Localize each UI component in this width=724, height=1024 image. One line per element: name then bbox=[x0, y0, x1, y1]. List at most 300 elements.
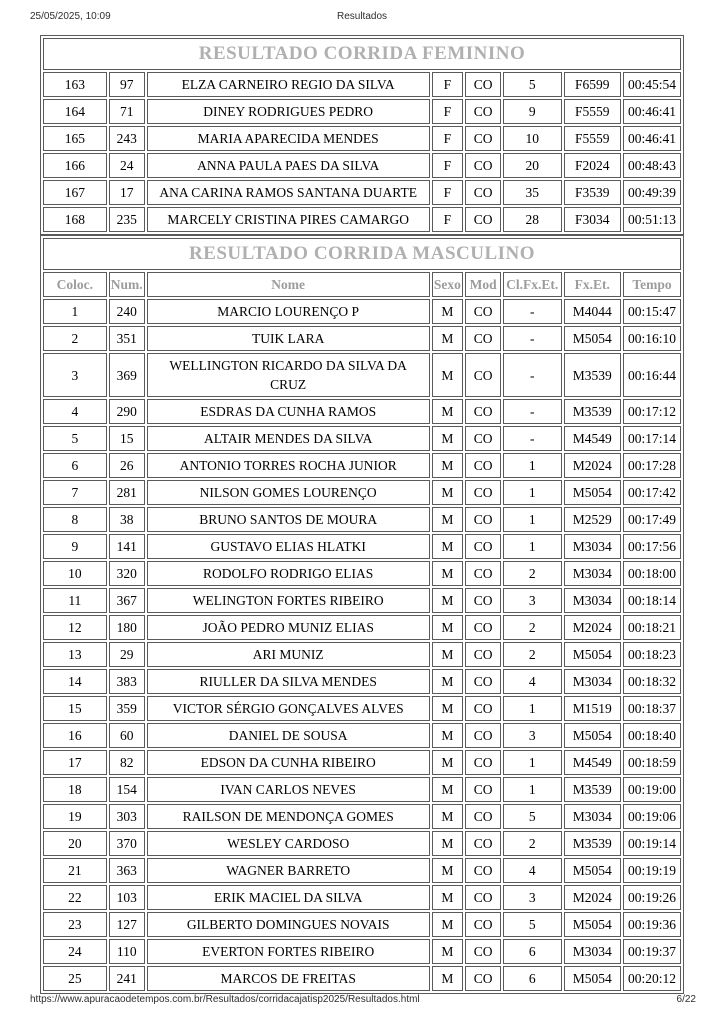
table-cell: 20 bbox=[503, 153, 562, 178]
table-cell: 5 bbox=[503, 72, 562, 97]
column-header: Num. bbox=[109, 272, 145, 297]
table-cell: 1 bbox=[503, 534, 562, 559]
section-title-masculino: RESULTADO CORRIDA MASCULINO bbox=[43, 238, 681, 270]
table-cell: M3539 bbox=[564, 399, 621, 424]
table-cell: CO bbox=[465, 426, 501, 451]
table-cell: M4549 bbox=[564, 750, 621, 775]
table-cell: 00:19:26 bbox=[623, 885, 681, 910]
table-cell: 00:17:14 bbox=[623, 426, 681, 451]
table-cell: 363 bbox=[109, 858, 145, 883]
table-cell: 5 bbox=[43, 426, 107, 451]
table-cell: CO bbox=[465, 588, 501, 613]
table-cell: M3539 bbox=[564, 831, 621, 856]
table-cell: M4549 bbox=[564, 426, 621, 451]
table-cell: WELLINGTON RICARDO DA SILVA DA CRUZ bbox=[147, 353, 430, 397]
table-cell: 16 bbox=[43, 723, 107, 748]
table-cell: 7 bbox=[43, 480, 107, 505]
table-cell: 6 bbox=[503, 966, 562, 991]
table-cell: - bbox=[503, 299, 562, 324]
table-cell: M bbox=[432, 299, 464, 324]
column-header: Sexo bbox=[432, 272, 464, 297]
table-row bbox=[43, 912, 681, 937]
column-header: Fx.Et. bbox=[564, 272, 621, 297]
table-row bbox=[43, 777, 681, 802]
table-cell: ESDRAS DA CUNHA RAMOS bbox=[147, 399, 430, 424]
table-cell: 2 bbox=[503, 615, 562, 640]
column-header: Coloc. bbox=[43, 272, 107, 297]
table-cell: M2529 bbox=[564, 507, 621, 532]
table-row bbox=[43, 588, 681, 613]
table-cell: M bbox=[432, 804, 464, 829]
table-cell: M3034 bbox=[564, 804, 621, 829]
table-cell: M5054 bbox=[564, 858, 621, 883]
table-cell: DINEY RODRIGUES PEDRO bbox=[147, 99, 430, 124]
table-cell: VICTOR SÉRGIO GONÇALVES ALVES bbox=[147, 696, 430, 721]
table-cell: M bbox=[432, 966, 464, 991]
table-cell: CO bbox=[465, 207, 501, 232]
table-cell: 00:19:19 bbox=[623, 858, 681, 883]
results-table-masculino bbox=[40, 235, 684, 994]
table-cell: CO bbox=[465, 453, 501, 478]
table-cell: 1 bbox=[503, 507, 562, 532]
table-cell: 235 bbox=[109, 207, 145, 232]
table-cell: CO bbox=[465, 858, 501, 883]
table-cell: M bbox=[432, 642, 464, 667]
table-cell: CO bbox=[465, 353, 501, 397]
table-cell: 00:18:59 bbox=[623, 750, 681, 775]
table-cell: 00:19:36 bbox=[623, 912, 681, 937]
table-cell: RODOLFO RODRIGO ELIAS bbox=[147, 561, 430, 586]
table-cell: CO bbox=[465, 153, 501, 178]
table-cell: 165 bbox=[43, 126, 107, 151]
table-cell: 00:19:14 bbox=[623, 831, 681, 856]
table-cell: 97 bbox=[109, 72, 145, 97]
table-cell: 241 bbox=[109, 966, 145, 991]
table-cell: 00:19:00 bbox=[623, 777, 681, 802]
table-row bbox=[43, 561, 681, 586]
table-cell: 243 bbox=[109, 126, 145, 151]
table-cell: CO bbox=[465, 723, 501, 748]
table-cell: M bbox=[432, 669, 464, 694]
table-cell: 1 bbox=[503, 480, 562, 505]
table-cell: ANNA PAULA PAES DA SILVA bbox=[147, 153, 430, 178]
table-row bbox=[43, 72, 681, 97]
table-cell: 24 bbox=[109, 153, 145, 178]
table-cell: 9 bbox=[503, 99, 562, 124]
table-cell: CO bbox=[465, 326, 501, 351]
table-cell: 13 bbox=[43, 642, 107, 667]
table-cell: 00:18:37 bbox=[623, 696, 681, 721]
table-cell: 1 bbox=[43, 299, 107, 324]
table-cell: 2 bbox=[503, 642, 562, 667]
print-datetime: 25/05/2025, 10:09 bbox=[30, 11, 111, 22]
table-cell: M5054 bbox=[564, 912, 621, 937]
table-row bbox=[43, 126, 681, 151]
table-row bbox=[43, 966, 681, 991]
table-cell: IVAN CARLOS NEVES bbox=[147, 777, 430, 802]
table-cell: 5 bbox=[503, 804, 562, 829]
table-cell: M bbox=[432, 777, 464, 802]
table-cell: M bbox=[432, 696, 464, 721]
table-row bbox=[43, 669, 681, 694]
table-cell: JOÃO PEDRO MUNIZ ELIAS bbox=[147, 615, 430, 640]
table-cell: CO bbox=[465, 750, 501, 775]
table-cell: 00:16:44 bbox=[623, 353, 681, 397]
table-row bbox=[43, 750, 681, 775]
table-cell: 00:48:43 bbox=[623, 153, 681, 178]
table-row bbox=[43, 723, 681, 748]
table-cell: 82 bbox=[109, 750, 145, 775]
section-title-row bbox=[43, 238, 681, 270]
table-cell: M2024 bbox=[564, 453, 621, 478]
table-cell: RAILSON DE MENDONÇA GOMES bbox=[147, 804, 430, 829]
table-cell: M3539 bbox=[564, 777, 621, 802]
table-cell: MARCOS DE FREITAS bbox=[147, 966, 430, 991]
table-cell: 38 bbox=[109, 507, 145, 532]
table-cell: 71 bbox=[109, 99, 145, 124]
table-cell: M bbox=[432, 831, 464, 856]
table-row bbox=[43, 399, 681, 424]
table-cell: M2024 bbox=[564, 885, 621, 910]
table-cell: F bbox=[432, 126, 464, 151]
table-cell: - bbox=[503, 326, 562, 351]
table-cell: MARIA APARECIDA MENDES bbox=[147, 126, 430, 151]
table-cell: 00:16:10 bbox=[623, 326, 681, 351]
table-cell: 00:18:32 bbox=[623, 669, 681, 694]
table-cell: 22 bbox=[43, 885, 107, 910]
table-cell: CO bbox=[465, 912, 501, 937]
results-table-feminino bbox=[40, 35, 684, 235]
table-cell: ARI MUNIZ bbox=[147, 642, 430, 667]
table-row bbox=[43, 858, 681, 883]
table-cell: EVERTON FORTES RIBEIRO bbox=[147, 939, 430, 964]
table-cell: 19 bbox=[43, 804, 107, 829]
table-cell: M bbox=[432, 561, 464, 586]
table-cell: 00:46:41 bbox=[623, 99, 681, 124]
table-cell: 3 bbox=[503, 885, 562, 910]
table-cell: 00:18:40 bbox=[623, 723, 681, 748]
table-cell: 3 bbox=[43, 353, 107, 397]
table-cell: M3034 bbox=[564, 939, 621, 964]
table-cell: 00:51:13 bbox=[623, 207, 681, 232]
table-row bbox=[43, 480, 681, 505]
table-cell: - bbox=[503, 399, 562, 424]
table-cell: M bbox=[432, 912, 464, 937]
table-row bbox=[43, 642, 681, 667]
table-cell: 168 bbox=[43, 207, 107, 232]
table-cell: M5054 bbox=[564, 723, 621, 748]
table-cell: BRUNO SANTOS DE MOURA bbox=[147, 507, 430, 532]
section-title-row bbox=[43, 38, 681, 70]
table-cell: CO bbox=[465, 777, 501, 802]
table-row bbox=[43, 326, 681, 351]
table-cell: M3034 bbox=[564, 588, 621, 613]
table-cell: WESLEY CARDOSO bbox=[147, 831, 430, 856]
table-cell: F5559 bbox=[564, 126, 621, 151]
table-cell: 4 bbox=[503, 858, 562, 883]
table-cell: 00:17:49 bbox=[623, 507, 681, 532]
table-cell: 5 bbox=[503, 912, 562, 937]
table-row bbox=[43, 353, 681, 397]
table-cell: 21 bbox=[43, 858, 107, 883]
table-cell: CO bbox=[465, 696, 501, 721]
table-cell: 6 bbox=[43, 453, 107, 478]
table-cell: F bbox=[432, 207, 464, 232]
table-cell: 4 bbox=[503, 669, 562, 694]
table-cell: M bbox=[432, 426, 464, 451]
table-cell: WELINGTON FORTES RIBEIRO bbox=[147, 588, 430, 613]
table-cell: 1 bbox=[503, 750, 562, 775]
table-cell: M3034 bbox=[564, 534, 621, 559]
table-cell: M bbox=[432, 615, 464, 640]
table-cell: 1 bbox=[503, 777, 562, 802]
table-cell: 2 bbox=[503, 561, 562, 586]
table-cell: 166 bbox=[43, 153, 107, 178]
table-cell: ERIK MACIEL DA SILVA bbox=[147, 885, 430, 910]
table-cell: CO bbox=[465, 615, 501, 640]
table-cell: M1519 bbox=[564, 696, 621, 721]
table-cell: M bbox=[432, 326, 464, 351]
table-cell: M3034 bbox=[564, 669, 621, 694]
table-cell: 163 bbox=[43, 72, 107, 97]
table-cell: 00:18:00 bbox=[623, 561, 681, 586]
table-row bbox=[43, 207, 681, 232]
table-cell: F bbox=[432, 180, 464, 205]
table-cell: 29 bbox=[109, 642, 145, 667]
column-header: Tempo bbox=[623, 272, 681, 297]
table-cell: M bbox=[432, 588, 464, 613]
table-cell: 00:49:39 bbox=[623, 180, 681, 205]
table-cell: M3034 bbox=[564, 561, 621, 586]
table-cell: GUSTAVO ELIAS HLATKI bbox=[147, 534, 430, 559]
page-number: 6/22 bbox=[676, 994, 696, 1005]
column-header: Nome bbox=[147, 272, 430, 297]
table-cell: 00:18:21 bbox=[623, 615, 681, 640]
table-cell: ALTAIR MENDES DA SILVA bbox=[147, 426, 430, 451]
table-cell: F3034 bbox=[564, 207, 621, 232]
table-cell: 11 bbox=[43, 588, 107, 613]
source-url: https://www.apuracaodetempos.com.br/Resultados/corridacajatisp2025/Resultados.html bbox=[30, 994, 420, 1005]
table-cell: 167 bbox=[43, 180, 107, 205]
table-cell: 20 bbox=[43, 831, 107, 856]
table-cell: 240 bbox=[109, 299, 145, 324]
table-cell: ANA CARINA RAMOS SANTANA DUARTE bbox=[147, 180, 430, 205]
table-cell: 320 bbox=[109, 561, 145, 586]
table-cell: M bbox=[432, 885, 464, 910]
table-cell: M3539 bbox=[564, 353, 621, 397]
table-cell: M bbox=[432, 858, 464, 883]
table-cell: 00:18:23 bbox=[623, 642, 681, 667]
table-cell: 8 bbox=[43, 507, 107, 532]
table-cell: 2 bbox=[43, 326, 107, 351]
table-cell: 383 bbox=[109, 669, 145, 694]
table-cell: 00:17:56 bbox=[623, 534, 681, 559]
table-cell: M bbox=[432, 353, 464, 397]
table-cell: GILBERTO DOMINGUES NOVAIS bbox=[147, 912, 430, 937]
table-row bbox=[43, 453, 681, 478]
table-cell: - bbox=[503, 426, 562, 451]
table-cell: MARCELY CRISTINA PIRES CAMARGO bbox=[147, 207, 430, 232]
table-row bbox=[43, 534, 681, 559]
table-cell: CO bbox=[465, 99, 501, 124]
table-cell: EDSON DA CUNHA RIBEIRO bbox=[147, 750, 430, 775]
table-cell: F6599 bbox=[564, 72, 621, 97]
table-cell: 127 bbox=[109, 912, 145, 937]
table-cell: M5054 bbox=[564, 480, 621, 505]
table-cell: M4044 bbox=[564, 299, 621, 324]
page-title: Resultados bbox=[336, 11, 388, 22]
table-cell: DANIEL DE SOUSA bbox=[147, 723, 430, 748]
section-title-feminino: RESULTADO CORRIDA FEMININO bbox=[43, 38, 681, 70]
table-cell: M bbox=[432, 723, 464, 748]
table-cell: 290 bbox=[109, 399, 145, 424]
table-row bbox=[43, 615, 681, 640]
table-cell: 15 bbox=[43, 696, 107, 721]
table-cell: 00:45:54 bbox=[623, 72, 681, 97]
table-row bbox=[43, 426, 681, 451]
table-cell: MARCIO LOURENÇO P bbox=[147, 299, 430, 324]
table-cell: 00:19:37 bbox=[623, 939, 681, 964]
table-cell: 9 bbox=[43, 534, 107, 559]
table-cell: WAGNER BARRETO bbox=[147, 858, 430, 883]
table-cell: CO bbox=[465, 399, 501, 424]
table-row bbox=[43, 696, 681, 721]
table-cell: M5054 bbox=[564, 326, 621, 351]
table-cell: 4 bbox=[43, 399, 107, 424]
table-cell: M bbox=[432, 750, 464, 775]
table-cell: 17 bbox=[109, 180, 145, 205]
table-row bbox=[43, 99, 681, 124]
table-cell: CO bbox=[465, 831, 501, 856]
table-cell: F bbox=[432, 153, 464, 178]
table-cell: CO bbox=[465, 507, 501, 532]
table-cell: M bbox=[432, 507, 464, 532]
table-cell: 3 bbox=[503, 723, 562, 748]
table-cell: 370 bbox=[109, 831, 145, 856]
table-cell: 180 bbox=[109, 615, 145, 640]
table-cell: CO bbox=[465, 939, 501, 964]
table-cell: 141 bbox=[109, 534, 145, 559]
print-page-header bbox=[30, 11, 694, 25]
table-cell: 14 bbox=[43, 669, 107, 694]
table-cell: 6 bbox=[503, 939, 562, 964]
table-row bbox=[43, 831, 681, 856]
table-cell: F bbox=[432, 99, 464, 124]
table-cell: ANTONIO TORRES ROCHA JUNIOR bbox=[147, 453, 430, 478]
table-cell: - bbox=[503, 353, 562, 397]
table-cell: ELZA CARNEIRO REGIO DA SILVA bbox=[147, 72, 430, 97]
table-cell: 18 bbox=[43, 777, 107, 802]
table-cell: 15 bbox=[109, 426, 145, 451]
table-cell: 00:46:41 bbox=[623, 126, 681, 151]
table-cell: M2024 bbox=[564, 615, 621, 640]
table-cell: 60 bbox=[109, 723, 145, 748]
table-cell: 164 bbox=[43, 99, 107, 124]
table-cell: M5054 bbox=[564, 642, 621, 667]
table-row bbox=[43, 507, 681, 532]
table-cell: CO bbox=[465, 180, 501, 205]
table-cell: 25 bbox=[43, 966, 107, 991]
table-cell: 00:15:47 bbox=[623, 299, 681, 324]
table-cell: 110 bbox=[109, 939, 145, 964]
table-cell: M bbox=[432, 939, 464, 964]
table-cell: 23 bbox=[43, 912, 107, 937]
table-cell: M bbox=[432, 453, 464, 478]
table-cell: 369 bbox=[109, 353, 145, 397]
table-cell: 154 bbox=[109, 777, 145, 802]
table-cell: 00:20:12 bbox=[623, 966, 681, 991]
table-cell: 00:18:14 bbox=[623, 588, 681, 613]
table-cell: CO bbox=[465, 966, 501, 991]
table-cell: 35 bbox=[503, 180, 562, 205]
table-cell: M bbox=[432, 399, 464, 424]
table-row bbox=[43, 180, 681, 205]
table-cell: CO bbox=[465, 534, 501, 559]
table-cell: 281 bbox=[109, 480, 145, 505]
table-cell: CO bbox=[465, 126, 501, 151]
column-header: Cl.Fx.Et. bbox=[503, 272, 562, 297]
table-cell: M5054 bbox=[564, 966, 621, 991]
table-row bbox=[43, 939, 681, 964]
table-row bbox=[43, 804, 681, 829]
table-cell: CO bbox=[465, 885, 501, 910]
column-header-row bbox=[43, 272, 681, 297]
table-cell: 24 bbox=[43, 939, 107, 964]
table-row bbox=[43, 299, 681, 324]
table-cell: RIULLER DA SILVA MENDES bbox=[147, 669, 430, 694]
table-cell: 00:17:42 bbox=[623, 480, 681, 505]
table-cell: M bbox=[432, 534, 464, 559]
table-cell: F5559 bbox=[564, 99, 621, 124]
table-cell: 367 bbox=[109, 588, 145, 613]
table-cell: 303 bbox=[109, 804, 145, 829]
table-cell: TUIK LARA bbox=[147, 326, 430, 351]
print-page-footer bbox=[30, 994, 696, 1008]
table-cell: NILSON GOMES LOURENÇO bbox=[147, 480, 430, 505]
table-cell: CO bbox=[465, 561, 501, 586]
table-cell: CO bbox=[465, 72, 501, 97]
table-cell: CO bbox=[465, 669, 501, 694]
table-cell: 00:17:28 bbox=[623, 453, 681, 478]
table-cell: CO bbox=[465, 299, 501, 324]
table-cell: 10 bbox=[503, 126, 562, 151]
table-cell: 2 bbox=[503, 831, 562, 856]
table-cell: 10 bbox=[43, 561, 107, 586]
table-cell: F2024 bbox=[564, 153, 621, 178]
table-cell: CO bbox=[465, 804, 501, 829]
table-cell: 1 bbox=[503, 696, 562, 721]
table-cell: 12 bbox=[43, 615, 107, 640]
table-cell: CO bbox=[465, 480, 501, 505]
table-cell: CO bbox=[465, 642, 501, 667]
table-cell: 3 bbox=[503, 588, 562, 613]
table-cell: 26 bbox=[109, 453, 145, 478]
table-cell: F bbox=[432, 72, 464, 97]
results-area bbox=[40, 35, 684, 994]
table-cell: 00:19:06 bbox=[623, 804, 681, 829]
table-row bbox=[43, 153, 681, 178]
table-cell: M bbox=[432, 480, 464, 505]
column-header: Mod bbox=[465, 272, 501, 297]
table-cell: 351 bbox=[109, 326, 145, 351]
table-cell: 1 bbox=[503, 453, 562, 478]
table-cell: 359 bbox=[109, 696, 145, 721]
table-cell: 17 bbox=[43, 750, 107, 775]
table-cell: 00:17:12 bbox=[623, 399, 681, 424]
table-cell: 28 bbox=[503, 207, 562, 232]
table-cell: 103 bbox=[109, 885, 145, 910]
table-row bbox=[43, 885, 681, 910]
